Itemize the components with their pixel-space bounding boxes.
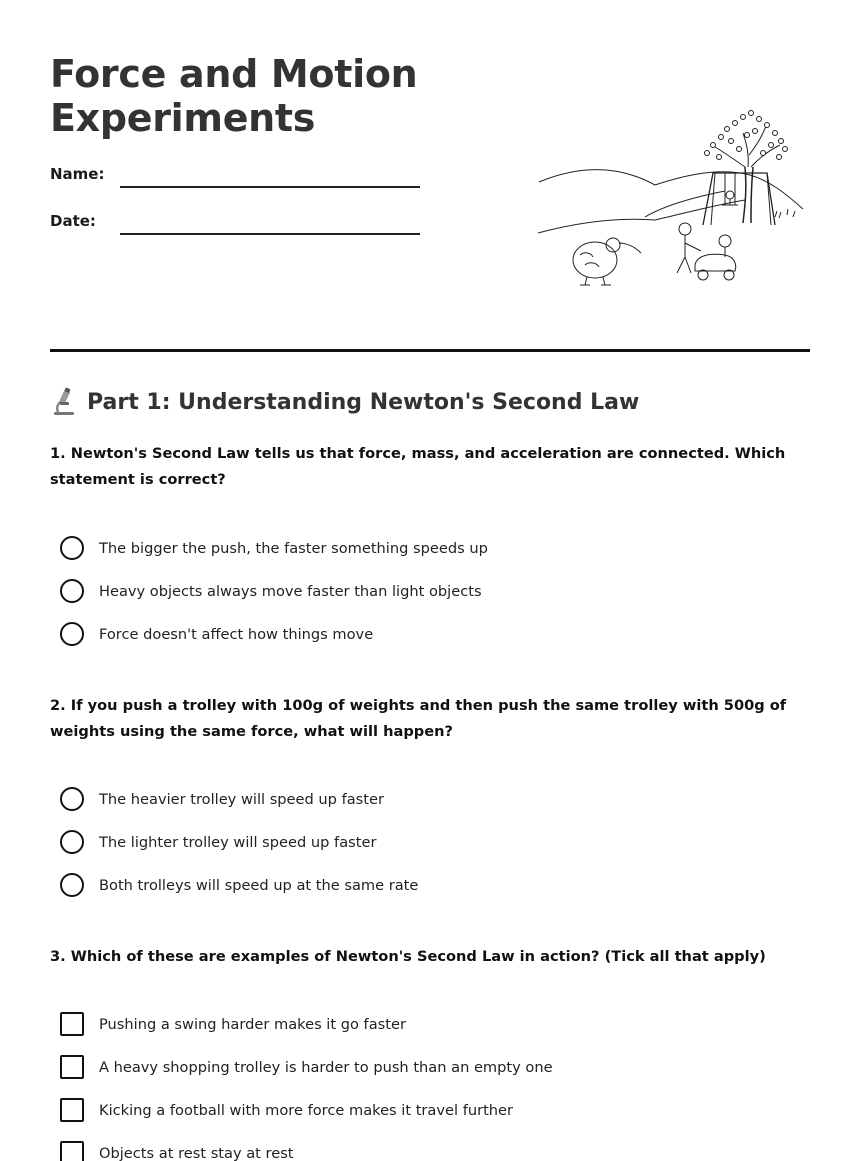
checkbox[interactable] [60, 1055, 84, 1079]
section-heading [50, 387, 639, 417]
radio-button[interactable] [60, 536, 84, 560]
date-label: Date: [50, 212, 96, 230]
question-1: 1. Newton's Second Law tells us that force, mass, and acceleration are connected. Which statement is correct? [50, 445, 786, 488]
question-3: 3. Which of these are examples of Newton's Second Law in action? (Tick all that apply) [50, 948, 766, 965]
playground-sketch-icon [535, 105, 810, 290]
checkbox[interactable] [60, 1098, 84, 1122]
page-title: Force and Motion Experiments [50, 52, 418, 140]
option-label: Heavy objects always move faster than light objects [99, 582, 482, 600]
option-label: A heavy shopping trolley is harder to push than an empty one [99, 1058, 553, 1076]
option-label: Kicking a football with more force makes it travel further [99, 1101, 514, 1119]
q1-option-1[interactable] [60, 535, 488, 561]
name-field[interactable] [120, 186, 420, 188]
q1-option-3[interactable] [60, 621, 373, 647]
section-divider [50, 349, 810, 352]
microscope-icon [50, 387, 78, 417]
q2-option-2[interactable] [60, 829, 376, 855]
option-label: Force doesn't affect how things move [99, 625, 374, 643]
q3-option-2[interactable] [60, 1054, 553, 1080]
option-label: Both trolleys will speed up at the same rate [99, 876, 419, 894]
option-label: The bigger the push, the faster something speeds up [99, 539, 488, 557]
radio-button[interactable] [60, 622, 84, 646]
checkbox[interactable] [60, 1012, 84, 1036]
q2-option-1[interactable] [60, 786, 384, 812]
section-heading-text: Part 1: Understanding Newton's Second Law [87, 389, 640, 415]
name-label: Name: [50, 165, 105, 183]
q3-option-3[interactable] [60, 1097, 513, 1123]
option-label: The heavier trolley will speed up faster [99, 790, 384, 808]
radio-button[interactable] [60, 873, 84, 897]
option-label: The lighter trolley will speed up faster [99, 833, 377, 851]
radio-button[interactable] [60, 830, 84, 854]
q2-option-3[interactable] [60, 872, 418, 898]
q3-option-1[interactable] [60, 1011, 406, 1037]
radio-button[interactable] [60, 787, 84, 811]
option-label: Objects at rest stay at rest [99, 1144, 294, 1161]
question-2: 2. If you push a trolley with 100g of weights and then push the same trolley with 500g of weights using the same force, what will happen? [50, 697, 787, 740]
date-field[interactable] [120, 233, 420, 235]
q3-option-4[interactable] [60, 1140, 294, 1161]
q1-option-2[interactable] [60, 578, 482, 604]
radio-button[interactable] [60, 579, 84, 603]
checkbox[interactable] [60, 1141, 84, 1161]
option-label: Pushing a swing harder makes it go faster [99, 1015, 406, 1033]
